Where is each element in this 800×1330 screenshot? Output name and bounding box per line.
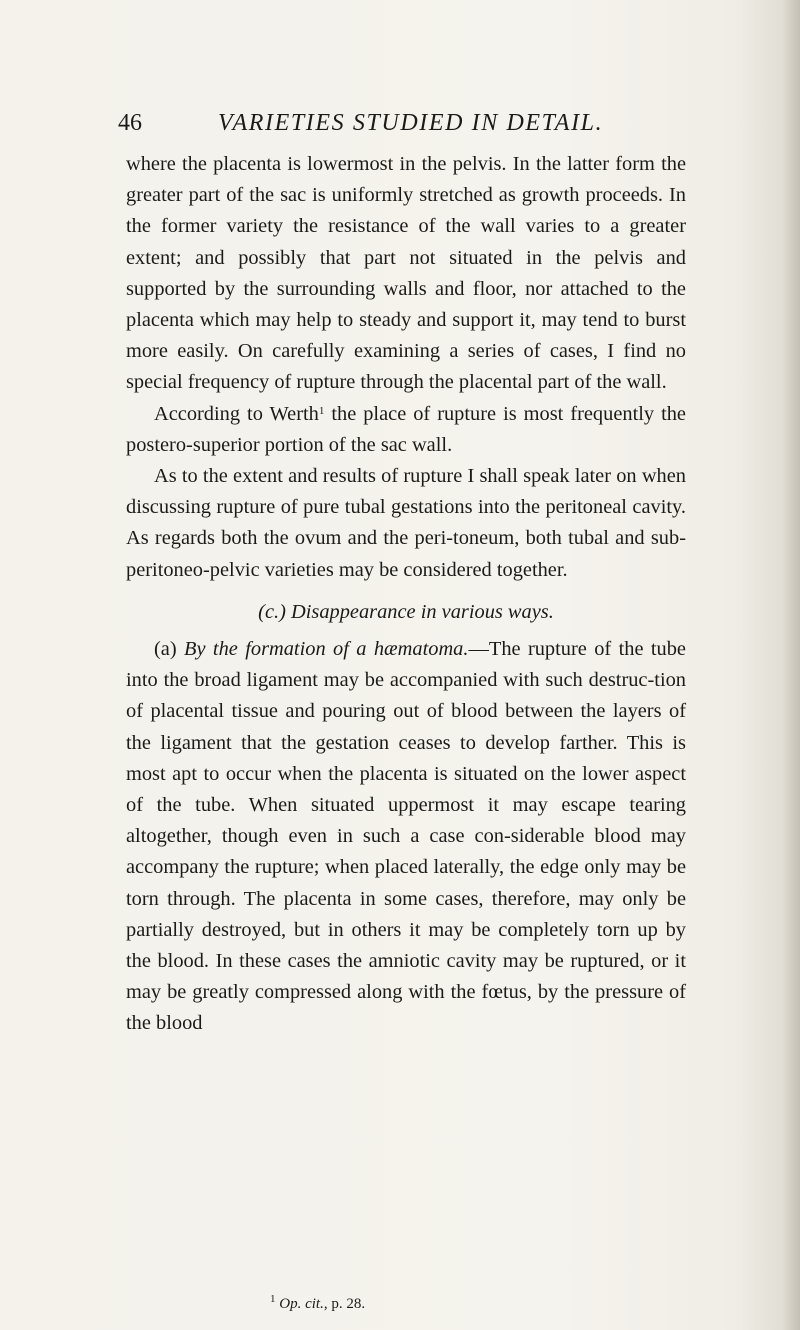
- page-header: [118, 108, 686, 138]
- page-edge-shadow: [782, 0, 800, 1330]
- paragraph-continuation: where the placenta is lowermost in the pelvis. In the latter form the greater part of the sac is uniformly stretched as growth proceeds. In the former variety the resistance of the wall varies to a greater extent; and possibly that part not situated in the pelvis and supported by the surrounding walls and floor, nor attached to the placenta which may help to steady and support it, may tend to burst more easily. On carefully examining a series of cases, I find no special frequency of rupture through the placental part of the wall.: [126, 153, 686, 394]
- subheading-text: Disappearance in various ways.: [291, 600, 554, 623]
- body-text: [126, 149, 686, 1040]
- paragraph-haematoma: [126, 634, 686, 1040]
- footnote-source: Op. cit.: [279, 1296, 324, 1312]
- footnote-number: 1: [270, 1293, 276, 1305]
- running-title: VARIETIES STUDIED IN DETAIL.: [218, 110, 604, 136]
- paragraph-extent: As to the extent and results of rupture I shall speak later on when discussing rupture of pure tubal gestations into the peritoneal cavity. As regards both the ovum and the peri-toneum, both tubal and sub-peritoneo-pelvic varieties may be considered together.: [126, 465, 686, 581]
- section-subheading: [126, 597, 686, 634]
- paragraph-werth: [126, 399, 686, 461]
- haematoma-marker: (a): [154, 638, 177, 661]
- page-number: 46: [118, 110, 142, 136]
- paragraph-werth-after: the place of rupture is most frequently the postero-superior portion of the sac wall.: [126, 402, 686, 456]
- footnote: [270, 1294, 365, 1314]
- footnote-page: , p. 28.: [323, 1296, 366, 1312]
- haematoma-title: By the formation of a hæmatoma.: [184, 638, 469, 661]
- paragraph-werth-before: According to Werth: [154, 402, 319, 425]
- subheading-marker: (c.): [258, 600, 286, 623]
- footnote-reference: 1: [318, 404, 325, 417]
- haematoma-body: —The rupture of the tube into the broad ligament may be accompanied with such destruc-tion of placental tissue and pouring out of blood between the layers of the ligament that the gestation ceases to develop farther. This is most apt to occur when the placenta is situated on the lower aspect of the tube. When situated uppermost it may escape tearing altogether, though even in such a case con-siderable blood may accompany the rupture; when placed laterally, the edge only may be torn through. The placenta in some cases, therefore, may only be partially destroyed, but in others it may be completely torn up by the blood. In these cases the amniotic cavity may be ruptured, or it may be greatly compressed along with the fœtus, by the pressure of the blood: [126, 638, 686, 1035]
